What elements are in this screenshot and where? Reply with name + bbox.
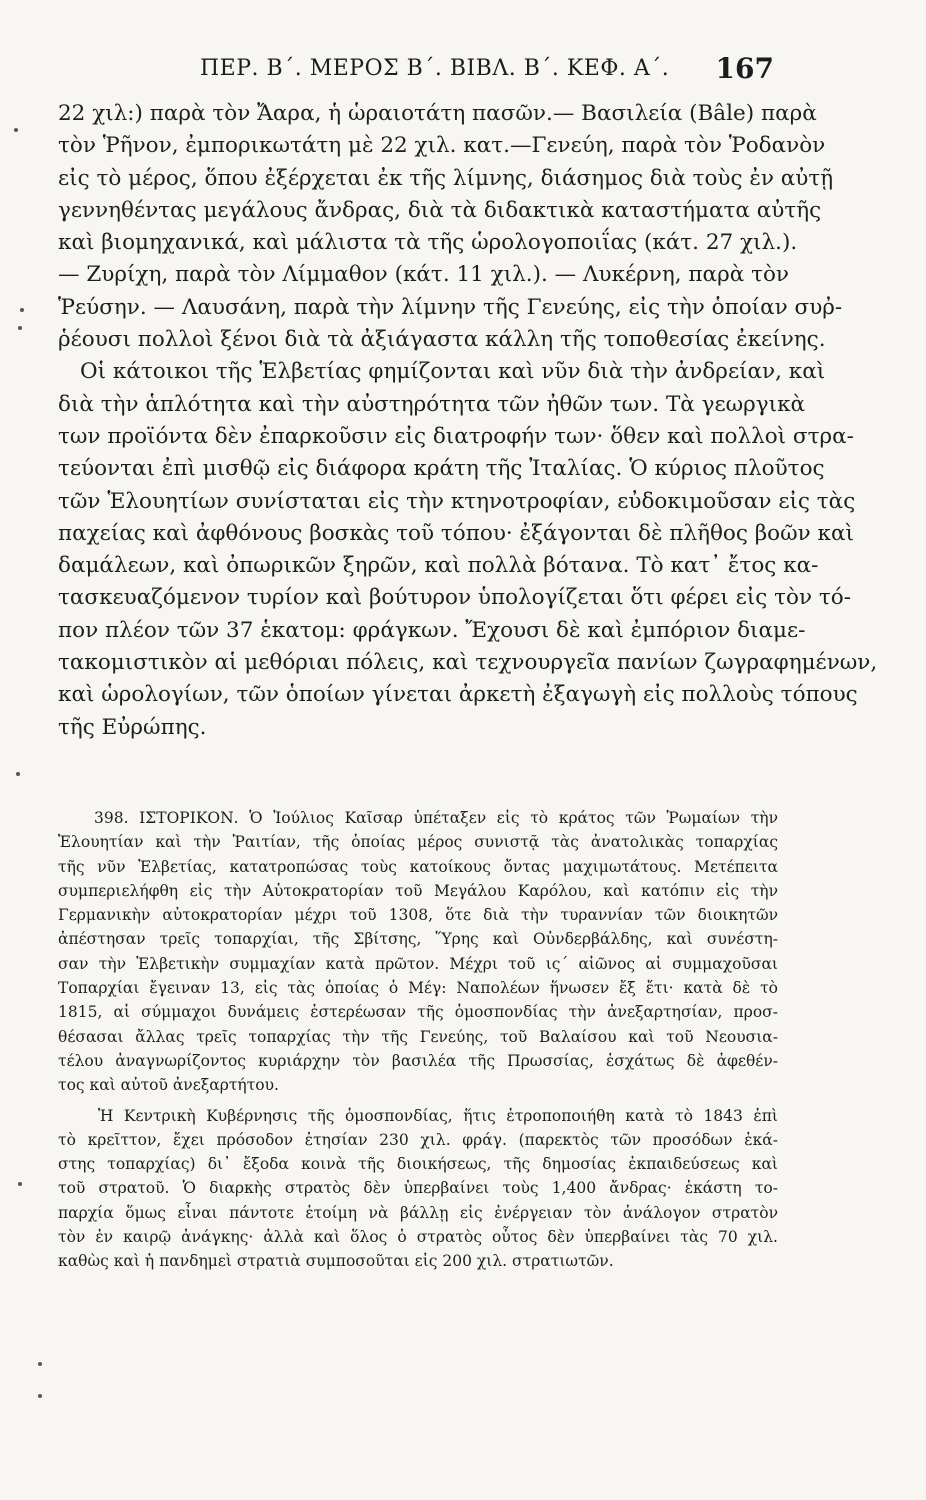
text-line: Ῥεύσην. — Λαυσάνη, παρὰ τὴν λίμνην τῆς Γενεύης, εἰς τὴν ὁποίαν συῤ- [58, 294, 843, 320]
text-line: τακομιστικὸν αἱ μεθόριαι πόλεις, καὶ τεχνουργεῖα πανίων ζωγραφημένων, [58, 650, 878, 676]
margin-speck [18, 1182, 22, 1186]
margin-speck [20, 308, 24, 312]
text-line: εἰς τὸ μέρος, ὅπου ἐξέρχεται ἐκ τῆς λίμνης, διάσημος διὰ τοὺς ἐν αὐτῇ [58, 165, 834, 191]
small-text-line: Ἑλουητίαν καὶ τὴν Ῥαιτίαν, τῆς ὁποίας μέρος συνιστᾷ τὰς ἀνατολικὰς τοπαρχίας [58, 833, 778, 852]
small-text-line: τέλου ἀναγνωρίζοντος κυριάρχην τὸν βασιλέα τῆς Πρωσσίας, ἐσχάτως δὲ ἀφεθέν- [58, 1051, 778, 1070]
text-line: τεύονται ἐπὶ μισθῷ εἰς διάφορα κράτη τῆς Ἰταλίας. Ὁ κύριος πλοῦτος [58, 456, 825, 482]
margin-speck [38, 1394, 42, 1398]
small-text-line: Γερμανικὴν αὐτοκρατορίαν μέχρι τοῦ 1308, ὅτε διὰ τὴν τυραννίαν τῶν διοικητῶν [58, 906, 778, 925]
text-line: παχείας καὶ ἀφθόνους βοσκὰς τοῦ τόπου· ἐξάγονται δὲ πλῆθος βοῶν καὶ [58, 520, 854, 546]
history-section [58, 806, 778, 1274]
text-line: δαμάλεων, καὶ ὀπωρικῶν ξηρῶν, καὶ πολλὰ βότανα. Τὸ κατ᾽ ἔτος κα- [58, 553, 819, 579]
small-text-line: παρχία ὅμως εἶναι πάντοτε ἑτοίμη νὰ βάλλῃ εἰς ἐνέργειαν τὸν ἀνάλογον στρατὸν [58, 1203, 778, 1222]
small-text-line: συμπεριελήφθη εἰς τὴν Αὐτοκρατορίαν τοῦ Μεγάλου Καρόλου, καὶ κατόπιν εἰς τὴν [58, 881, 778, 900]
text-line: — Ζυρίχη, παρὰ τὸν Λίμμαθον (κάτ. 11 χιλ.). — Λυκέρνη, παρὰ τὸν [58, 262, 789, 288]
small-text-line: τος καὶ αὐτοῦ ἀνεξαρτήτου. [58, 1076, 279, 1095]
small-text-line: τὸν ἐν καιρῷ ἀνάγκης· ἀλλὰ καὶ ὅλος ὁ στρατὸς οὗτος δὲν ὑπερβαίνει τὰς 70 χιλ. [58, 1228, 778, 1247]
small-text-line: σαν τὴν Ἑλβετικὴν συμμαχίαν κατὰ πρῶτον. Μέχρι τοῦ ις΄ αἰῶνος αἱ συμμαχοῦσαι [58, 954, 778, 973]
small-text-line: τοῦ στρατοῦ. Ὁ διαρκὴς στρατὸς δὲν ὑπερβαίνει τοὺς 1,400 ἄνδρας· ἑκάστη το- [58, 1179, 778, 1198]
section-heading-line: 398. ΙΣΤΟΡΙΚΟΝ. Ὁ Ἰούλιος Καῖσαρ ὑπέταξεν εἰς τὸ κράτος τῶν Ῥωμαίων τὴν [94, 809, 778, 827]
margin-speck [14, 128, 18, 132]
small-text-line: καθὼς καὶ ἡ πανδημεὶ στρατιὰ συμποσοῦται εἰς 200 χιλ. στρατιωτῶν. [58, 1252, 614, 1271]
margin-speck [18, 326, 22, 330]
text-line: τασκευαζόμενον τυρίον καὶ βούτυρον ὑπολογίζεται ὅτι φέρει εἰς τὸν τό- [58, 585, 851, 611]
small-text-line: τῆς νῦν Ἑλβετίας, κατατροπώσας τοὺς κατοίκους ὄντας μαχιμωτάτους. Μετέπειτα [58, 857, 778, 876]
text-line: τῶν Ἑλουητίων συνίσταται εἰς τὴν κτηνοτροφίαν, εὐδοκιμοῦσαν εἰς τὰς [58, 488, 856, 514]
margin-speck [16, 772, 20, 776]
margin-speck [38, 1362, 42, 1366]
text-line: διὰ τὴν ἁπλότητα καὶ τὴν αὐστηρότητα τῶν ἠθῶν των. Τὰ γεωργικὰ [58, 391, 806, 417]
small-text-line: στης τοπαρχίας) δι᾽ ἔξοδα κοινὰ τῆς διοικήσεως, τῆς δημοσίας ἐκπαιδεύσεως καὶ [58, 1155, 778, 1174]
text-line: καὶ ὡρολογίων, τῶν ὁποίων γίνεται ἀρκετὴ ἐξαγωγὴ εἰς πολλοὺς τόπους [58, 682, 858, 708]
text-line: των προϊόντα δὲν ἐπαρκοῦσιν εἰς διατροφήν των· ὅθεν καὶ πολλοὶ στρα- [58, 423, 854, 449]
text-line: 22 χιλ:) παρὰ τὸν Ἄαρα, ἡ ὡραιοτάτη πασῶν.— Βασιλεία (Bâle) παρὰ [58, 101, 817, 126]
text-line: καὶ βιομηχανικά, καὶ μάλιστα τὰ τῆς ὡρολογοποιΐας (κάτ. 27 χιλ.). [58, 230, 798, 256]
text-line: τῆς Εὐρώπης. [58, 714, 207, 740]
text-line: ῥέουσι πολλοὶ ξένοι διὰ τὰ ἀξιάγαστα κάλλη τῆς τοποθεσίας ἐκείνης. [58, 327, 826, 353]
running-head: ΠΕΡ. Β΄. ΜΕΡΟΣ Β΄. ΒΙΒΛ. Β΄. ΚΕΦ. Α΄. [200, 56, 670, 81]
government-paragraph-start: Ἡ Κεντρικὴ Κυβέρνησις τῆς ὁμοσπονδίας, ἥτις ἐτροποποιήθη κατὰ τὸ 1843 ἐπὶ [98, 1106, 778, 1125]
text-line: τὸν Ῥῆνον, ἐμπορικωτάτη μὲ 22 χιλ. κατ.—Γενεύη, παρὰ τὸν Ῥοδανὸν [58, 133, 826, 159]
paragraph-start-line: Οἱ κάτοικοι τῆς Ἑλβετίας φημίζονται καὶ νῦν διὰ τὴν ἀνδρείαν, καὶ [80, 359, 826, 385]
small-text-line: Τοπαρχίαι ἔγειναν 13, εἰς τὰς ὁποίας ὁ Μέγ: Ναπολέων ἥνωσεν ἔξ ἔτι· κατὰ δὲ τὸ [58, 979, 778, 998]
page-number: 167 [715, 52, 774, 85]
small-text-line: θέσασαι ἄλλας τρεῖς τοπαρχίας τὴν τῆς Γενεύης, τοῦ Βαλαίσου καὶ τοῦ Νεουσια- [58, 1027, 778, 1046]
text-line: γεννηθέντας μεγάλους ἄνδρας, διὰ τὰ διδακτικὰ καταστήματα αὐτῆς [58, 197, 822, 223]
small-text-line: 1815, αἱ σύμμαχοι δυνάμεις ἐστερέωσαν τῆς ὁμοσπονδίας τὴν ἀνεξαρτησίαν, προσ- [58, 1003, 778, 1022]
small-text-line: τὸ κρεῖττον, ἔχει πρόσοδον ἐτησίαν 230 χιλ. φράγ. (παρεκτὸς τῶν προσόδων ἑκά- [58, 1130, 778, 1149]
main-text-block [58, 98, 878, 744]
page-header [200, 52, 780, 92]
text-line: πον πλέον τῶν 37 ἑκατομ: φράγκων. Ἔχουσι δὲ καὶ ἐμπόριον διαμε- [58, 617, 806, 643]
small-text-line: ἀπέστησαν τρεῖς τοπαρχίαι, τῆς Σβίτσης, Ὕρης καὶ Οὐνδερβάλδης, καὶ συνέστη- [58, 930, 778, 949]
